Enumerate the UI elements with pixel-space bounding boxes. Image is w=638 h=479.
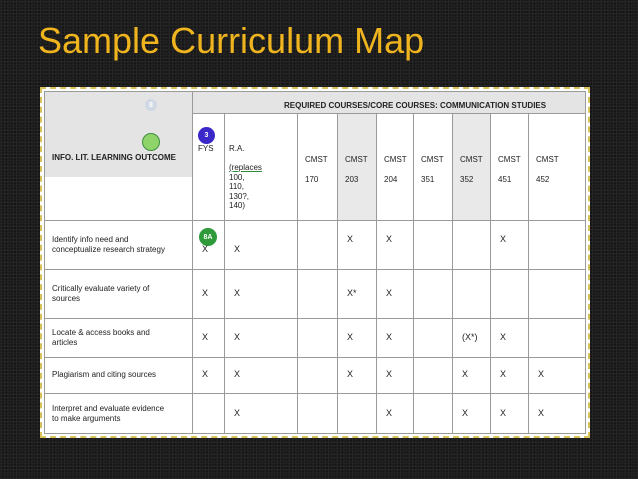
green-circle-icon (142, 133, 160, 151)
outcome-label: to make arguments (52, 413, 121, 423)
mark-cell: X (500, 369, 507, 379)
fys-badge: 3 (198, 127, 215, 144)
ra-note-line: 140) (229, 201, 246, 210)
mark-cell: X (386, 331, 393, 342)
banner-heading: REQUIRED COURSES/CORE COURSES: COMMUNICATION STUDIES (284, 101, 547, 110)
ra-note-line: 110, (229, 182, 244, 191)
mark-cell: X (234, 244, 241, 254)
ra-label: R.A. (229, 144, 245, 153)
mark-cell: X (462, 407, 469, 418)
mark-cell: X (386, 407, 393, 418)
course-dept-451: CMST (498, 155, 521, 164)
course-dept-170: CMST (305, 155, 328, 164)
mark-cell: X (347, 369, 354, 379)
course-number-351: 351 (421, 175, 435, 184)
course-dept-452: CMST (536, 155, 559, 164)
mark-cell: X (234, 331, 241, 342)
mark-cell: X (500, 331, 507, 342)
mark-cell: X (347, 234, 354, 244)
course-number-352: 352 (460, 175, 474, 184)
mark-cell: X (386, 234, 393, 244)
header-shade-cmst352 (452, 113, 490, 220)
course-number-452: 452 (536, 175, 550, 184)
mark-cell: X (538, 407, 545, 418)
ra-note-line: 130?, (229, 191, 250, 201)
mark-cell: X (462, 369, 469, 379)
course-dept-203: CMST (345, 155, 368, 164)
course-number-203: 203 (345, 175, 359, 184)
mark-cell: X* (347, 287, 357, 298)
mark-cell: X (202, 244, 209, 254)
outcome-label: Critically evaluate variety of (52, 283, 150, 293)
mark-cell: X (500, 407, 507, 418)
slide-title: Sample Curriculum Map (38, 20, 425, 61)
header-shade-outcome (44, 91, 192, 177)
mark-cell: X (234, 407, 241, 418)
outcome-label: Interpret and evaluate evidence (52, 403, 165, 413)
curriculum-table (44, 91, 586, 434)
fys-label: FYS (198, 144, 214, 153)
mark-cell: X (386, 369, 393, 379)
mark-cell: X (347, 331, 354, 342)
mark-cell: X (202, 369, 209, 379)
outcome-label: Locate & access books and (52, 327, 150, 337)
mark-cell: (X*) (462, 331, 478, 342)
course-dept-204: CMST (384, 155, 407, 164)
header-shade-cmst203 (337, 113, 376, 220)
outcome-label: Identify info need and (52, 234, 129, 244)
course-number-170: 170 (305, 175, 319, 184)
curriculum-table-frame (40, 87, 590, 438)
mark-cell: X (234, 369, 241, 379)
ra-note-line: 100, (229, 172, 245, 182)
ra-note-line: (replaces (229, 163, 262, 172)
mark-cell: X (202, 331, 209, 342)
mark-cell: X (386, 287, 393, 298)
course-dept-351: CMST (421, 155, 444, 164)
outcome-label: articles (52, 337, 78, 347)
course-number-451: 451 (498, 175, 512, 184)
mark-cell: X (234, 287, 241, 298)
mark-cell: X (202, 287, 209, 298)
mark-cell: X (538, 369, 545, 379)
table-grid-lines (44, 91, 586, 434)
outcome-label: conceptualize research strategy (52, 244, 165, 254)
course-dept-352: CMST (460, 155, 483, 164)
outcome-label: Plagiarism and citing sources (52, 370, 157, 379)
row-badge-8a: 8A (199, 228, 217, 246)
outcome-label: sources (52, 293, 81, 303)
mark-cell: X (500, 234, 507, 244)
outcome-column-heading: INFO. LIT. LEARNING OUTCOME (52, 153, 176, 162)
course-number-204: 204 (384, 175, 398, 184)
left-badge: 8 (145, 99, 157, 111)
